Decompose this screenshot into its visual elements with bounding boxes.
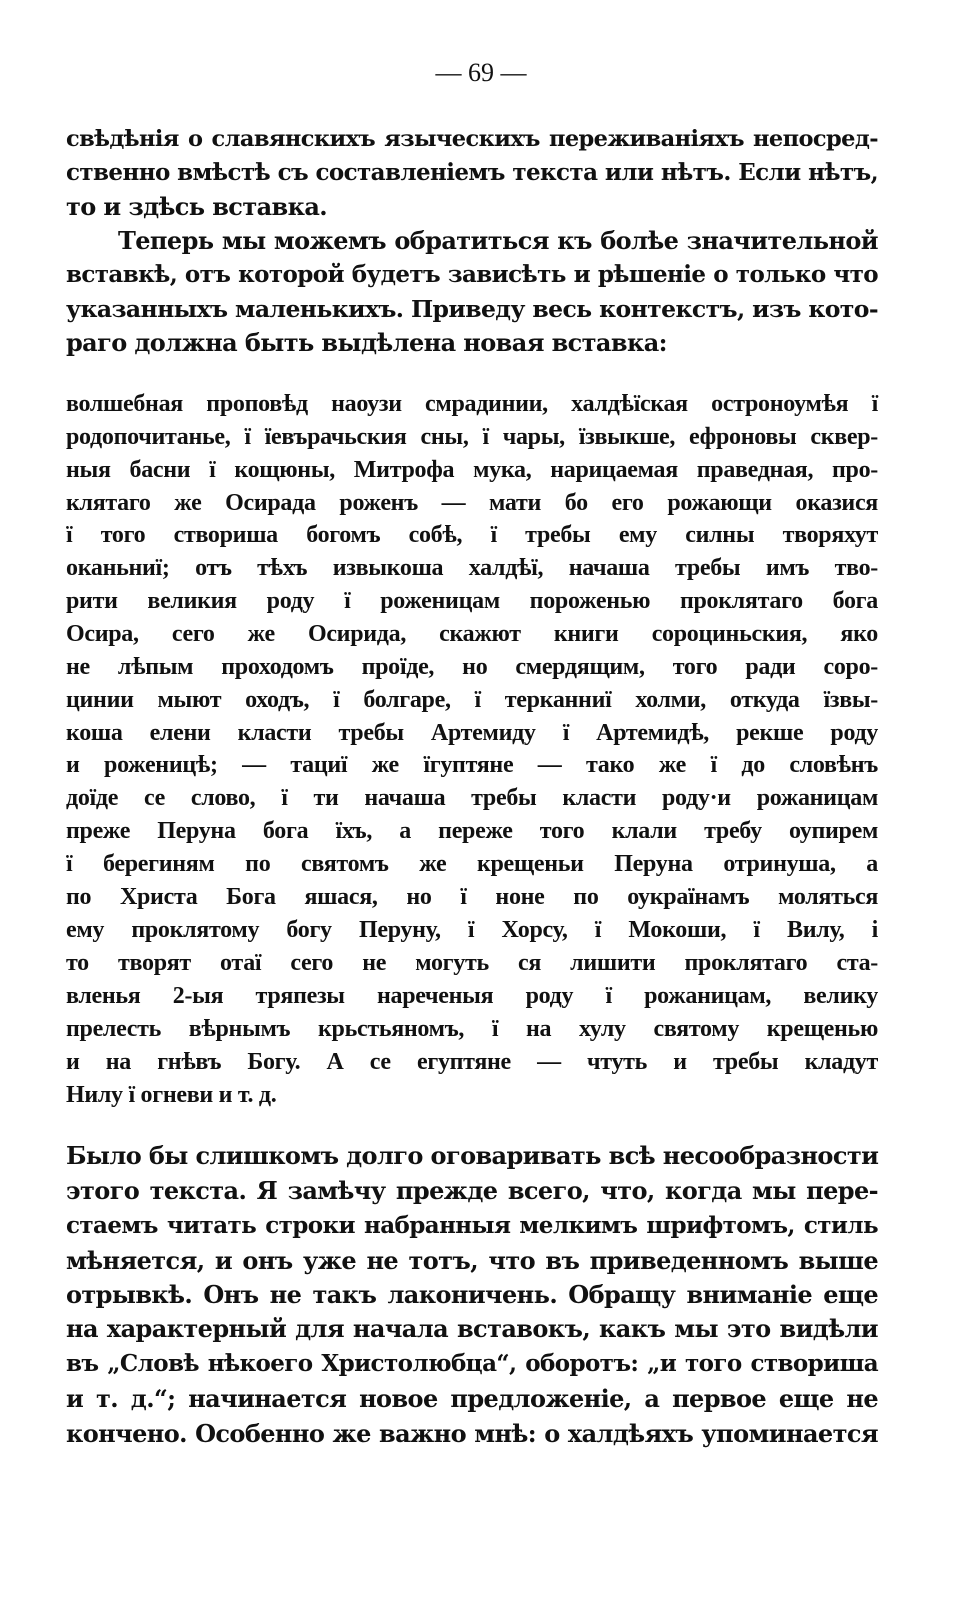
text-line: на характерный для начала вставокъ, какъ мы это видѣли	[66, 1314, 878, 1343]
text-line: въ „Словѣ нѣкоего Христолюбца“, оборотъ: „и того створиша	[66, 1350, 878, 1377]
quote-line: оканьниї; отъ тѣхъ извыкоша халдѣї, начаша требы имъ тво-	[66, 555, 878, 581]
quote-line: ї того створиша богомъ собѣ, ї требы ему силны творяхут	[66, 522, 878, 548]
text-line: раго должна быть выдѣлена новая вставка:	[66, 328, 667, 357]
text-line: то и здѣсь вставка.	[66, 192, 328, 221]
quote-line: то творят отаї сего не могуть ся лишити проклятаго ста-	[66, 950, 878, 976]
quote-line: Осира, сего же Осирида, скажют книги сороциньския, яко	[66, 621, 878, 647]
quote-line: Нилу ї огневи и т. д.	[66, 1082, 277, 1108]
quote-line: родопочитанье, ї їевърачьския сны, ї чары, їзвыкше, ефроновы сквер-	[66, 424, 878, 450]
text-line: Теперь мы можемъ обратиться къ болѣе значительной	[118, 226, 878, 255]
quote-line: вленья 2-ыя тряпезы нареченыя роду ї рожаницам, велику	[66, 983, 878, 1009]
quote-line: и роженицѣ; — тациї же їгуптяне — тако же ї до словѣнъ	[66, 752, 878, 778]
text-line: этого текста. Я замѣчу прежде всего, что, когда мы пере-	[66, 1176, 878, 1205]
text-line: стаемъ читать строки набранныя мелкимъ шрифтомъ, стиль	[66, 1212, 878, 1239]
page-number: — 69 —	[435, 58, 527, 87]
text-line: кончено. Особенно же важно мнѣ: о халдѣяхъ упоминается	[66, 1419, 878, 1448]
quote-line: коша елени класти требы Артемиду ї Артемидѣ, рекше роду	[66, 720, 878, 746]
quote-line: волшебная проповѣд наоузи смрадинии, халдѣїская остроноумѣя ї	[66, 391, 878, 417]
quote-line: не лѣпым проходомъ проїде, но смердящим, того ради соро-	[66, 654, 878, 680]
quote-line: ему проклятому богу Перуну, ї Хорсу, ї Мокоши, ї Вилу, і	[66, 917, 878, 943]
text-line: отрывкѣ. Онъ не такъ лаконичень. Обращу вниманіе еще	[66, 1280, 878, 1309]
text-line: свѣдѣнія о славянскихъ языческихъ переживаніяхъ непосред-	[66, 126, 878, 152]
quote-line: по Христа Бога яшася, но ї ноне по оукраїнамъ моляться	[66, 884, 878, 910]
quote-line: прелесть вѣрнымъ крьстьяномъ, ї на хулу святому крещенью	[66, 1016, 878, 1042]
quote-line: и на гнѣвъ Богу. А се егуптяне — чтуть и требы кладут	[66, 1049, 878, 1075]
quote-line: ї берегиням по святомъ же крещеньи Перуна отринуша, а	[66, 851, 878, 877]
text-line: вставкѣ, отъ которой будетъ зависѣть и рѣшеніе о только что	[66, 261, 878, 288]
quote-line: рити великия роду ї роженицам пороженью проклятаго бога	[66, 588, 878, 614]
text-line: мѣняется, и онъ уже не тотъ, что въ приведенномъ выше	[66, 1246, 878, 1275]
quote-line: доїде се слово, ї ти начаша требы класти роду·и рожаницам	[66, 785, 878, 811]
text-line: указанныхъ маленькихъ. Приведу весь контекстъ, изъ кото-	[66, 295, 878, 323]
quote-line: клятаго же Осирада роженъ — мати бо его рожающи оказися	[66, 490, 878, 516]
text-line: ственно вмѣстѣ съ составленіемъ текста или нѣтъ. Если нѣтъ,	[66, 159, 878, 186]
quote-line: ныя басни ї кощюны, Митрофа мука, нарицаемая праведная, про-	[66, 457, 878, 483]
text-line: Было бы слишкомъ долго оговаривать всѣ несообразности	[66, 1141, 879, 1170]
text-line: и т. д.“; начинается новое предложеніе, а первое еще не	[66, 1384, 878, 1413]
quote-line: цинии мыют оходъ, ї болгаре, ї терканниї холми, откуда їзвы-	[66, 687, 878, 713]
quote-line: преже Перуна бога їхъ, а переже того клали требу оупирем	[66, 818, 878, 844]
